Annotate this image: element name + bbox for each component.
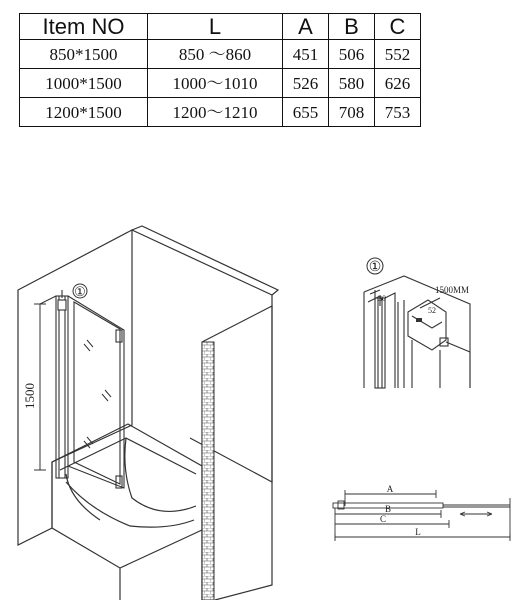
cell-a: 655: [283, 98, 329, 127]
plan-label-b: B: [384, 504, 392, 514]
header-item-no: Item NO: [20, 14, 148, 40]
glass-decor: [84, 340, 111, 448]
height-dimension: [34, 296, 56, 470]
cell-c: 753: [375, 98, 421, 127]
hinge-screw-icon: [416, 318, 422, 322]
plan-label-c: C: [379, 514, 387, 524]
header-c: C: [375, 14, 421, 40]
cell-c: 552: [375, 40, 421, 69]
dim-c: [335, 520, 449, 528]
cell-b: 708: [329, 98, 375, 127]
cell-b: 506: [329, 40, 375, 69]
cell-l: 850 ～860: [148, 40, 283, 69]
height-label: 1500: [22, 383, 37, 409]
brick-edge: [202, 342, 214, 600]
dim-l: [335, 533, 510, 541]
bath-screen-isometric-view: [18, 226, 278, 600]
header-l: L: [148, 14, 283, 40]
cell-a: 526: [283, 69, 329, 98]
detail-callout: ①: [368, 260, 382, 275]
plan-label-a: A: [386, 484, 394, 494]
detail-height-label: 1500MM: [435, 285, 470, 295]
detail-dim-b: 52: [428, 306, 436, 315]
plan-view: [333, 490, 510, 541]
bath-screen: [56, 290, 124, 488]
cell-item-no: 850*1500: [20, 40, 148, 69]
cell-b: 580: [329, 69, 375, 98]
cell-c: 626: [375, 69, 421, 98]
cell-item-no: 1000*1500: [20, 69, 148, 98]
detail-dim-a: 30: [378, 294, 386, 303]
callout-main: ①: [74, 284, 86, 299]
cell-l: 1200～1210: [148, 98, 283, 127]
cell-l: 1000～1010: [148, 69, 283, 98]
swing-arrow: [460, 512, 492, 516]
cell-a: 451: [283, 40, 329, 69]
cell-item-no: 1200*1500: [20, 98, 148, 127]
header-a: A: [283, 14, 329, 40]
header-b: B: [329, 14, 375, 40]
plan-label-l: L: [415, 527, 421, 537]
